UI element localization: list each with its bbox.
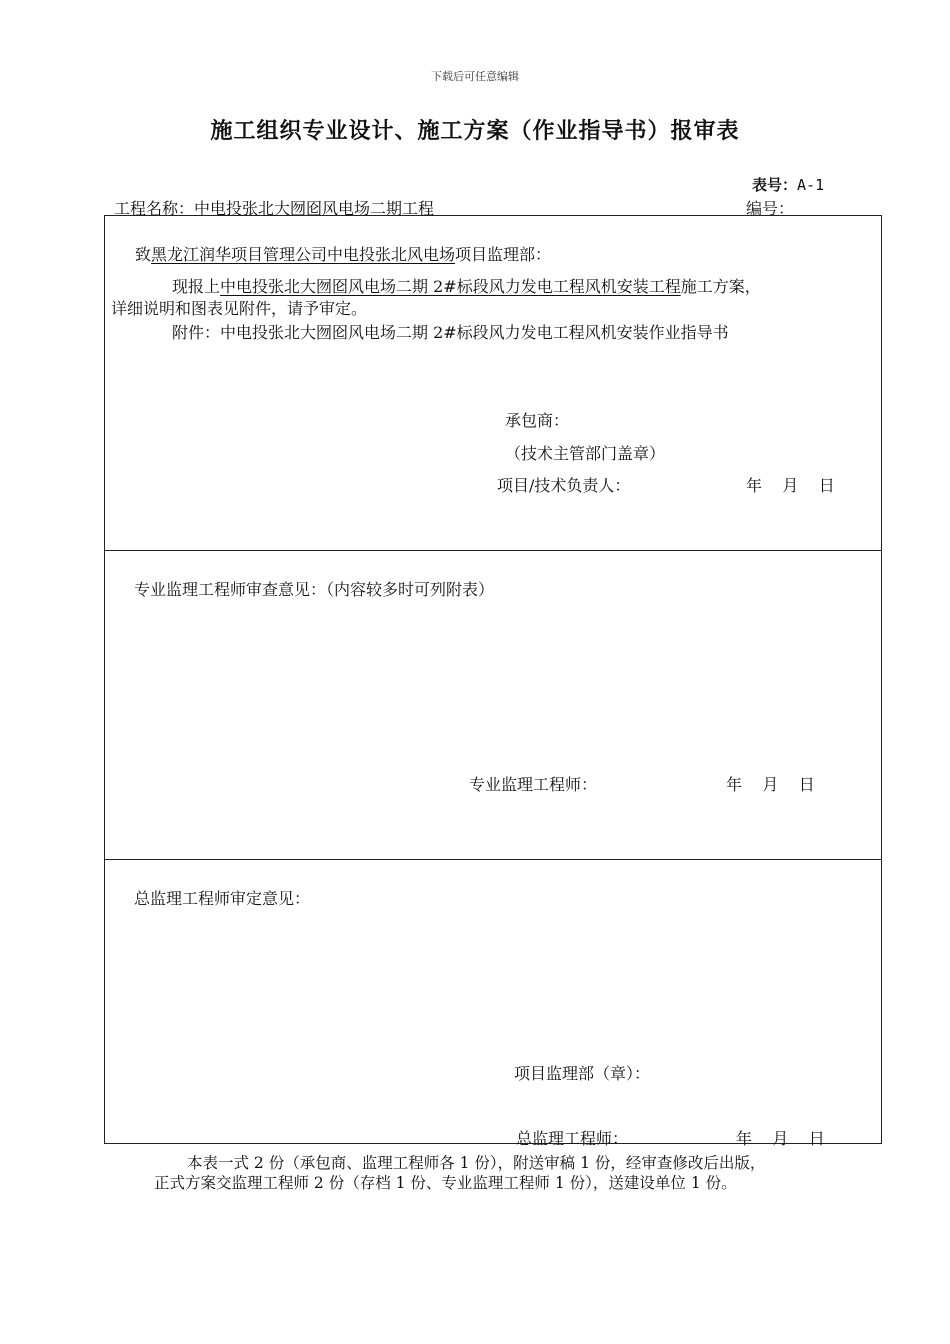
section2-date: 年 月 日 xyxy=(726,775,815,794)
report-project: 中电投张北大囫囵风电场二期 2#标段风力发电工程风机安装工程 xyxy=(220,277,681,296)
report-prefix: 现报上 xyxy=(172,277,221,296)
project-name: 工程名称：中电投张北大囫囵风电场二期工程 xyxy=(114,199,435,218)
addressee-company: 黑龙江润华项目管理公司中电投张北风电场 xyxy=(151,245,456,264)
report-line xyxy=(172,274,761,297)
report-suffix: 施工方案， xyxy=(680,277,761,296)
footer-note-line-2: 正式方案交监理工程师 2 份（存档 1 份、专业监理工程师 1 份），送建设单位 1 份。 xyxy=(154,1174,737,1192)
form-number-value: A-1 xyxy=(797,176,825,194)
specialist-opinion-label: 专业监理工程师审查意见：（内容较多时可列附表） xyxy=(134,580,495,599)
specialist-engineer-label: 专业监理工程师： xyxy=(469,775,598,794)
addressee-line xyxy=(135,242,551,265)
supervision-dept-stamp-label: 项目监理部（章）： xyxy=(514,1064,651,1083)
responsible-person-label: 项目/技术负责人： xyxy=(497,476,631,495)
addressee-suffix: 项目监理部： xyxy=(455,245,552,264)
section-divider-2 xyxy=(105,859,881,860)
report-line-2: 详细说明和图表见附件，请予审定。 xyxy=(111,299,368,318)
form-number xyxy=(752,174,824,195)
section1-date: 年 月 日 xyxy=(746,476,835,495)
serial-number-label: 编号： xyxy=(746,199,795,218)
form-number-label: 表号： xyxy=(752,176,798,194)
addressee-prefix: 致 xyxy=(135,245,152,264)
stamp-note: （技术主管部门盖章） xyxy=(505,444,666,463)
download-note: 下载后可任意编辑 xyxy=(431,70,519,83)
footer-note-line-1: 本表一式 2 份（承包商、监理工程师各 1 份），附送审稿 1 份，经审查修改后出版， xyxy=(187,1154,766,1172)
section-divider-1 xyxy=(105,550,881,551)
chief-engineer-label: 总监理工程师： xyxy=(516,1129,629,1148)
review-form-table xyxy=(104,215,882,1148)
attachment-line: 附件：中电投张北大囫囵风电场二期 2#标段风力发电工程风机安装作业指导书 xyxy=(172,323,729,342)
section3-date: 年 月 日 xyxy=(736,1129,825,1148)
chief-opinion-label: 总监理工程师审定意见： xyxy=(134,889,311,908)
form-title: 施工组织专业设计、施工方案（作业指导书）报审表 xyxy=(210,118,740,144)
contractor-label: 承包商： xyxy=(505,411,570,430)
